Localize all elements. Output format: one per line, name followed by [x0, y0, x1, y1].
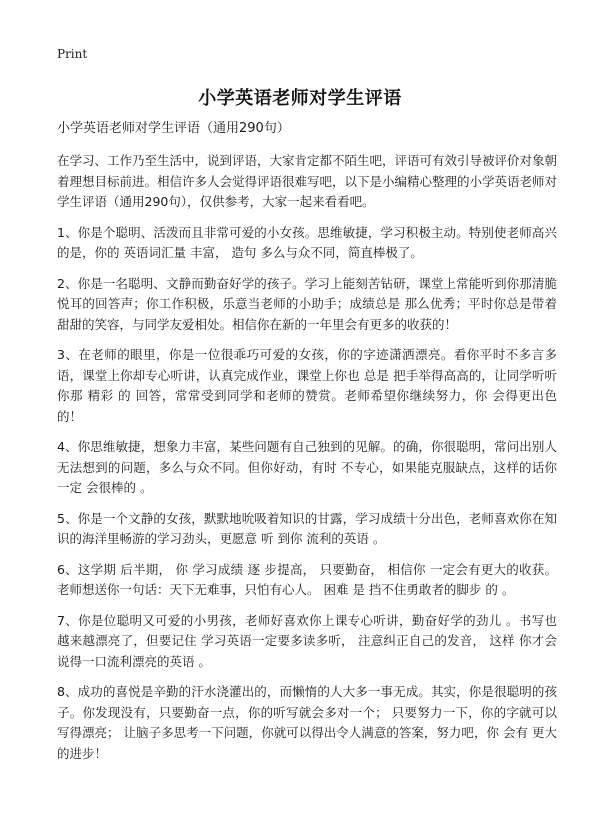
comment-paragraph-2: 2、你是一名聪明、文静而勤奋好学的孩子。学习上能刻苦钻研，课堂上常能听到你那清脆悦耳的回答声；你工作积极，乐意当老师的小助手；成绩总是 那么优秀；平时你总是带着甜甜的笑容，与同学友爱相处。相信你在新的一年里会有更多的收获的！ — [57, 275, 557, 332]
comment-paragraph-5: 5、你是一个文静的女孩，默默地吮吸着知识的甘露，学习成绩十分出色，老师喜欢你在知识的海洋里畅游的学习劲头，更愿意 听 到你 流利的英语 。 — [57, 510, 557, 546]
comment-paragraph-1: 1、你是个聪明、活泼而且非常可爱的小女孩。思维敏捷，学习积极主动。特别使老师高兴的是，你的 英语词汇量 丰富， 造句 多么与众不同，简直棒极了。 — [57, 224, 557, 260]
article-subtitle: 小学英语老师对学生评语（通用290句） — [57, 121, 290, 136]
article-body — [57, 119, 557, 774]
comment-paragraph-7: 7、你是位聪明又可爱的小男孩，老师好喜欢你上课专心听讲，勤奋好学的劲儿 。书写也 越来越漂亮了，但要记住 学习英语一定要多读多听， 注意纠正自己的发音， 这样 你才会说得一口流利漂亮的英语 。 — [57, 612, 557, 669]
comment-paragraph-4: 4、你思维敏捷，想象力丰富，某些问题有自己独到的见解。的确，你很聪明，常问出别人无法想到的问题，多么与众不同。但你好动，有时 不专心，如果能克服缺点，这样的话你一定 会很棒的 。 — [57, 439, 557, 495]
comment-paragraph-8: 8、成功的喜悦是辛勤的汗水浇灌出的，而懒惰的人大多一事无成。其实，你是很聪明的孩子。你发现没有，只要勤奋一点，你的听写就会多对一个； 只要努力一下，你的字就可以写得漂亮； 让脑子多思考一下问题，你就可以得出令人满意的答案，努力吧，你 会有 更大的进步！ — [57, 684, 557, 761]
intro-paragraph: 在学习、工作乃至生活中，说到评语，大家肯定都不陌生吧，评语可有效引导被评价对象朝着理想目标前进。相信许多人会觉得评语很难写吧，以下是小编精心整理的小学英语老师对学生评语（通用290句），仅供参考，大家一起来看看吧。 — [57, 153, 558, 209]
page-title: 小学英语老师对学生评语 — [198, 88, 402, 109]
comment-paragraph-3: 3、在老师的眼里，你是一位很乖巧可爱的女孩，你的字迹潇洒漂亮。看你平时不多言多语，课堂上你却专心听讲，认真完成作业，课堂上你也 总是 把手举得高高的，让同学听听你那 精彩 的 回答，常常受到同学和老师的赞赏。老师希望你继续努力，你 会得更出色 的！ — [57, 347, 557, 424]
print-link[interactable]: Print — [57, 47, 88, 61]
comment-paragraph-6: 6、这学期 后半期， 你 学习成绩 逐 步提高， 只要勤奋， 相信你 一定会有更大的收获。 老师想送你一句话：天下无难事，只怕有心人。 困难 是 挡不住勇敢者的脚步 的 。 — [57, 561, 557, 597]
